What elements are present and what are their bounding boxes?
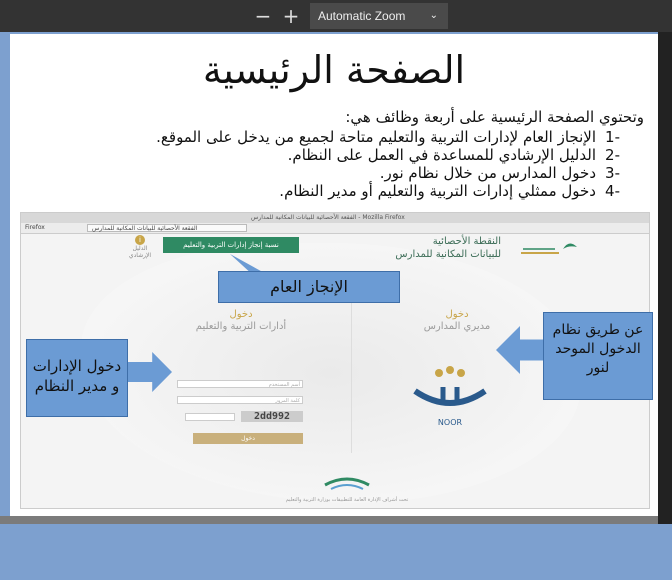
site-name-line-1: النقطة الأحصائية [432,236,501,247]
school-login-header [387,309,527,333]
list-item [156,182,620,200]
school-login-title: دخول [445,309,469,320]
zoom-label: Automatic Zoom [318,9,406,23]
footer-logo-icon [317,471,377,495]
zoom-select[interactable] [310,3,448,29]
zoom-out-button[interactable]: − [254,4,272,28]
firefox-menu-button[interactable]: Firefox [25,224,45,231]
browser-tabbar [21,223,649,234]
captcha-image: 2dd992 [241,411,303,422]
admin-login-title: دخول [229,309,253,320]
noor-logo-icon[interactable] [405,363,495,429]
admin-login-subtitle: أدارات التربية والتعليم [195,321,287,332]
list-number: -2 [605,146,620,164]
callout-admins: دخول الإدارات و مدير النظام [26,339,128,417]
captcha-input[interactable] [185,413,235,421]
list-item [156,146,620,164]
browser-tab[interactable]: الفقعة الأحصائية للبيانات المكانية للمدارس [87,224,247,232]
achievement-button[interactable]: نسبة إنجاز إدارات التربية والتعليم [163,237,299,253]
list-text: الإنجاز العام لإدارات التربية والتعليم متاحة لجميع من يدخل على الموقع. [156,128,596,146]
admin-login-header [171,309,311,333]
school-login-subtitle: مديري المدارس [423,321,491,332]
zoom-in-button[interactable]: + [282,4,300,28]
slide-title: الصفحة الرئيسية [202,48,466,92]
window-title: الفقعة الأحصائية للبيانات المكانية للمدارس - Mozilla Firefox [251,214,405,221]
list-item [156,128,620,146]
site-name-line-2: للبيانات المكانية للمدارس [395,249,501,260]
chevron-down-icon: ⌄ [429,10,438,21]
footer-text: تحت أشراف الإدارة العامة للتطبيقات بوزارة التربية والتعليم [285,497,409,503]
scrollbar-track[interactable] [658,32,672,524]
callout-noor: عن طريق نظام الدخول الموحد لنور [543,312,653,400]
list-text: الدليل الإرشادي للمساعدة في العمل على النظام. [287,146,596,164]
list-number: -4 [605,182,620,200]
pdf-viewer-toolbar [0,0,672,32]
list-text: دخول ممثلي إدارات التربية والتعليم أو مدير النظام. [279,182,596,200]
login-button[interactable]: دخول [193,433,303,444]
function-list [156,128,620,200]
page-shadow [0,516,658,524]
ministry-logo-icon [519,237,579,259]
guide-label: الدليل الإرشادي [128,245,152,259]
list-number: -3 [605,164,620,182]
list-item [156,164,620,182]
noor-text: NOOR [437,418,463,427]
username-input[interactable]: أسم المستخدم [177,380,303,388]
browser-titlebar [21,213,649,223]
list-number: -1 [605,128,620,146]
slide-intro: وتحتوي الصفحة الرئيسية على أربعة وظائف هي: [345,108,644,126]
callout-general: الإنجاز العام [218,271,400,303]
list-text: دخول المدارس من خلال نظام نور. [379,164,596,182]
pdf-page [10,34,658,516]
guide-link[interactable] [127,235,153,259]
info-icon: i [135,235,145,245]
site-name [351,235,501,261]
divider [351,303,352,453]
password-input[interactable]: كلمة المرور [177,396,303,404]
